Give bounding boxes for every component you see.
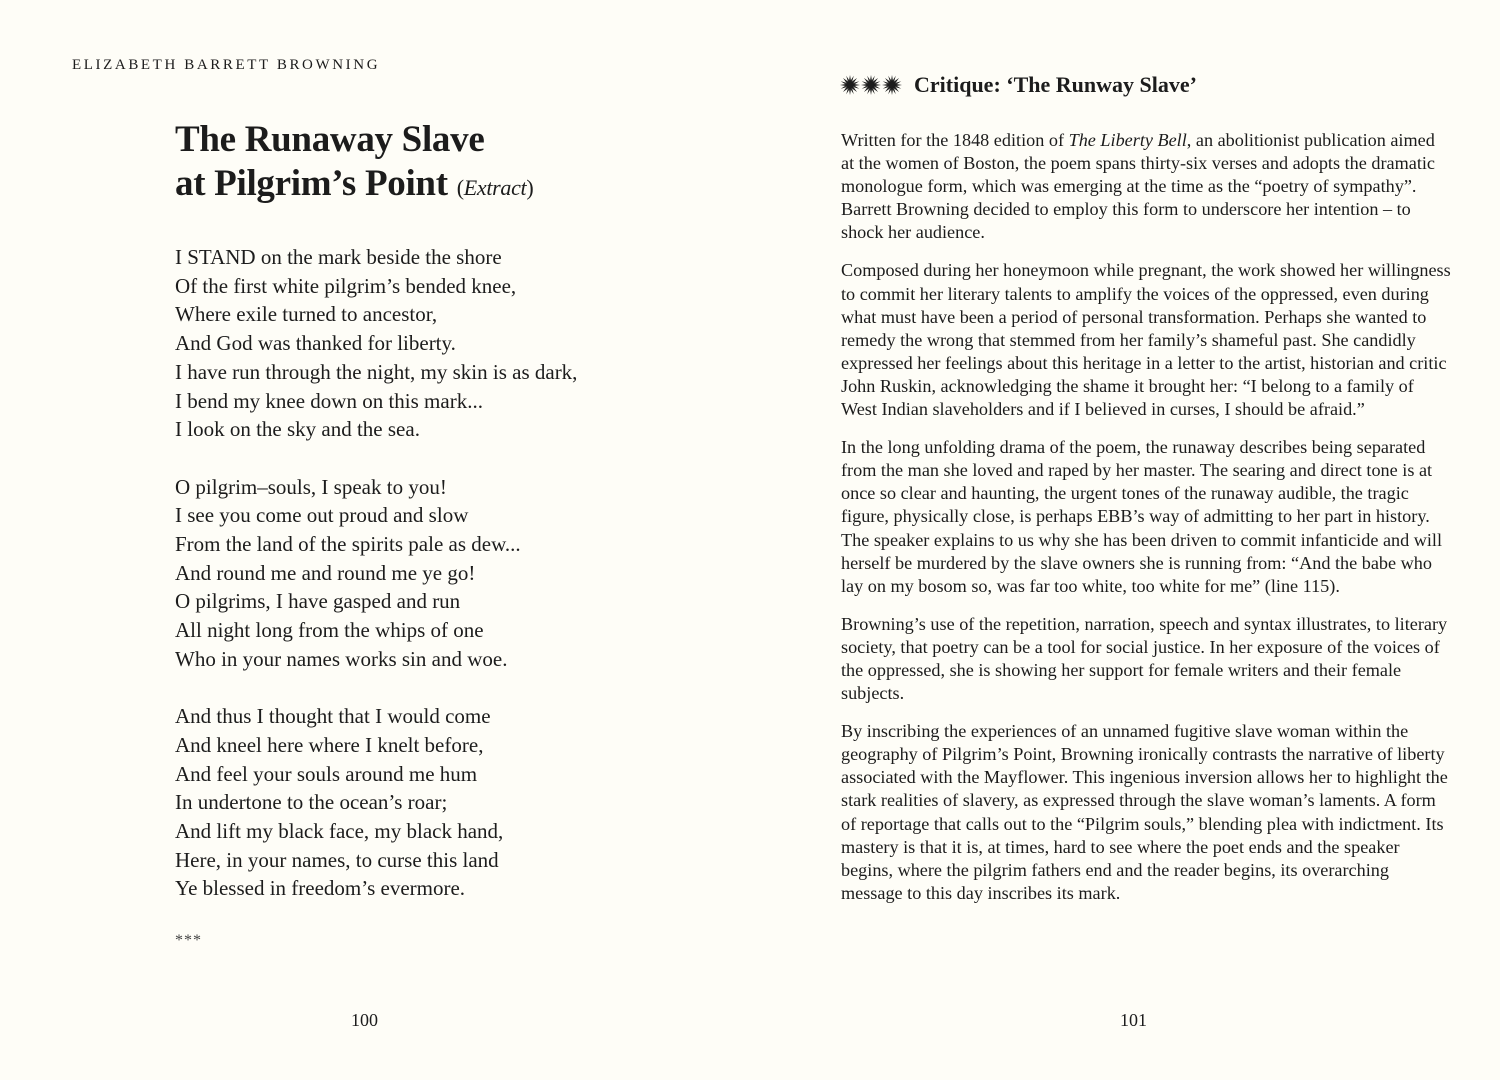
right-page xyxy=(750,0,1500,1080)
poem-line: And feel your souls around me hum xyxy=(175,761,478,786)
stanza-2 xyxy=(175,473,695,674)
poem-line: Ye blessed in freedom’s evermore. xyxy=(175,876,466,901)
sun-ornament-icon xyxy=(882,75,902,95)
stanza-1 xyxy=(175,243,695,444)
poem-line: In undertone to the ocean’s roar; xyxy=(175,790,448,815)
poem-line: Here, in your names, to curse this land xyxy=(175,847,499,872)
poem-line: Where exile turned to ancestor, xyxy=(175,302,438,327)
poem-line: I bend my knee down on this mark... xyxy=(175,388,483,413)
poem-line: I STAND on the mark beside the shore xyxy=(175,245,502,269)
critique-paragraph-3: In the long unfolding drama of the poem, the runaway describes being separated from the man she loved and raped by her master. The searing and direct tone is at once so clear and haunting, the urgent tones of the runaway audible, the tragic figure, physically close, is perhaps EBB’s way of admitting to her part in history. The speaker explains to us why she has been driven to commit infanticide and will herself be murdered by the slave owners she is running from: “And the babe who lay on my bosom so, was far too white, too white for me” (line 115). xyxy=(841,437,1443,596)
poem-body xyxy=(175,243,695,932)
poem-line: From the land of the spirits pale as dew... xyxy=(175,532,521,557)
sun-ornament-icon xyxy=(861,75,881,95)
end-mark: *** xyxy=(175,932,202,949)
page-number-right: 101 xyxy=(1120,1010,1147,1030)
poem-line: And round me and round me ye go! xyxy=(175,560,476,585)
stanza-3 xyxy=(175,702,695,903)
critique-paragraph-2: Composed during her honeymoon while pregnant, the work showed her willingness to commit her literary talents to amplify the voices of the oppressed, even during what must have been a period of personal transformation. Perhaps she wanted to remedy the wrong that stemmed from her family’s shameful past. She candidly expressed her feelings about this heritage in a letter to the artist, historian and critic John Ruskin, acknowledging the shame it brought her: “I belong to a family of West Indian slaveholders and if I believed in curses, I should be afraid.” xyxy=(841,260,1451,420)
poem-line: I look on the sky and the sea. xyxy=(175,417,420,442)
extract-note: (Extract) xyxy=(456,175,534,200)
critique-body xyxy=(841,129,1451,920)
poem-line: All night long from the whips of one xyxy=(175,618,484,643)
poem-line: And God was thanked for liberty. xyxy=(175,331,456,356)
poem-line: O pilgrims, I have gasped and run xyxy=(175,589,461,614)
critique-paragraph-5: By inscribing the experiences of an unnamed fugitive slave woman within the geography of Pilgrim’s Point, Browning ironically contrasts the narrative of liberty associated with the Mayflower. This ingenious inversion allows her to highlight the stark realities of slavery, as expressed through the slave woman’s laments. A form of reportage that calls out to the “Pilgrim souls,” blending plea with indictment. Its mastery is that it is, at times, hard to see where the poet ends and the speaker begins, where the pilgrim fathers end and the reader begins, its overarching message to this day inscribes its mark. xyxy=(841,721,1448,903)
paragraph-text: , an abolitionist publication aimed at the women of Boston, the poem spans thirty-six verses and adopts the dramatic monologue form, which was emerging at the time as the “poetry of sympathy”. Barrett Browning decided to employ this form to underscore her intention – to shock her audience. xyxy=(841,130,1435,243)
sun-ornament-icon xyxy=(840,75,902,95)
critique-heading xyxy=(840,72,1197,98)
running-head: ELIZABETH BARRETT BROWNING xyxy=(72,57,381,73)
poem-line: Of the first white pilgrim’s bended knee, xyxy=(175,273,517,298)
poem-title xyxy=(175,118,533,210)
paragraph-text: Written for the 1848 edition of xyxy=(841,130,1069,150)
poem-title-line-2: at Pilgrim’s Point xyxy=(175,163,448,204)
publication-title: The Liberty Bell xyxy=(1068,130,1187,150)
poem-line: And lift my black face, my black hand, xyxy=(175,819,504,844)
poem-line: And thus I thought that I would come xyxy=(175,704,491,729)
poem-line: Who in your names works sin and woe. xyxy=(175,646,508,671)
sun-ornament-icon xyxy=(840,75,860,95)
poem-line: And kneel here where I knelt before, xyxy=(175,732,484,757)
critique-paragraph-1 xyxy=(841,129,1451,244)
poem-line: I see you come out proud and slow xyxy=(175,503,469,528)
extract-label: Extract xyxy=(463,175,527,200)
poem-line: O pilgrim–souls, I speak to you! xyxy=(175,474,447,499)
critique-title: Critique: ‘The Runway Slave’ xyxy=(914,72,1197,97)
page-number-left: 100 xyxy=(351,1010,378,1030)
poem-title-line-1: The Runaway Slave xyxy=(175,119,485,160)
poem-line: I have run through the night, my skin is as dark, xyxy=(175,359,578,384)
critique-paragraph-4: Browning’s use of the repetition, narration, speech and syntax illustrates, to literary society, that poetry can be a tool for social justice. In her exposure of the voices of the oppressed, she is showing her support for female writers and their female subjects. xyxy=(841,613,1448,704)
